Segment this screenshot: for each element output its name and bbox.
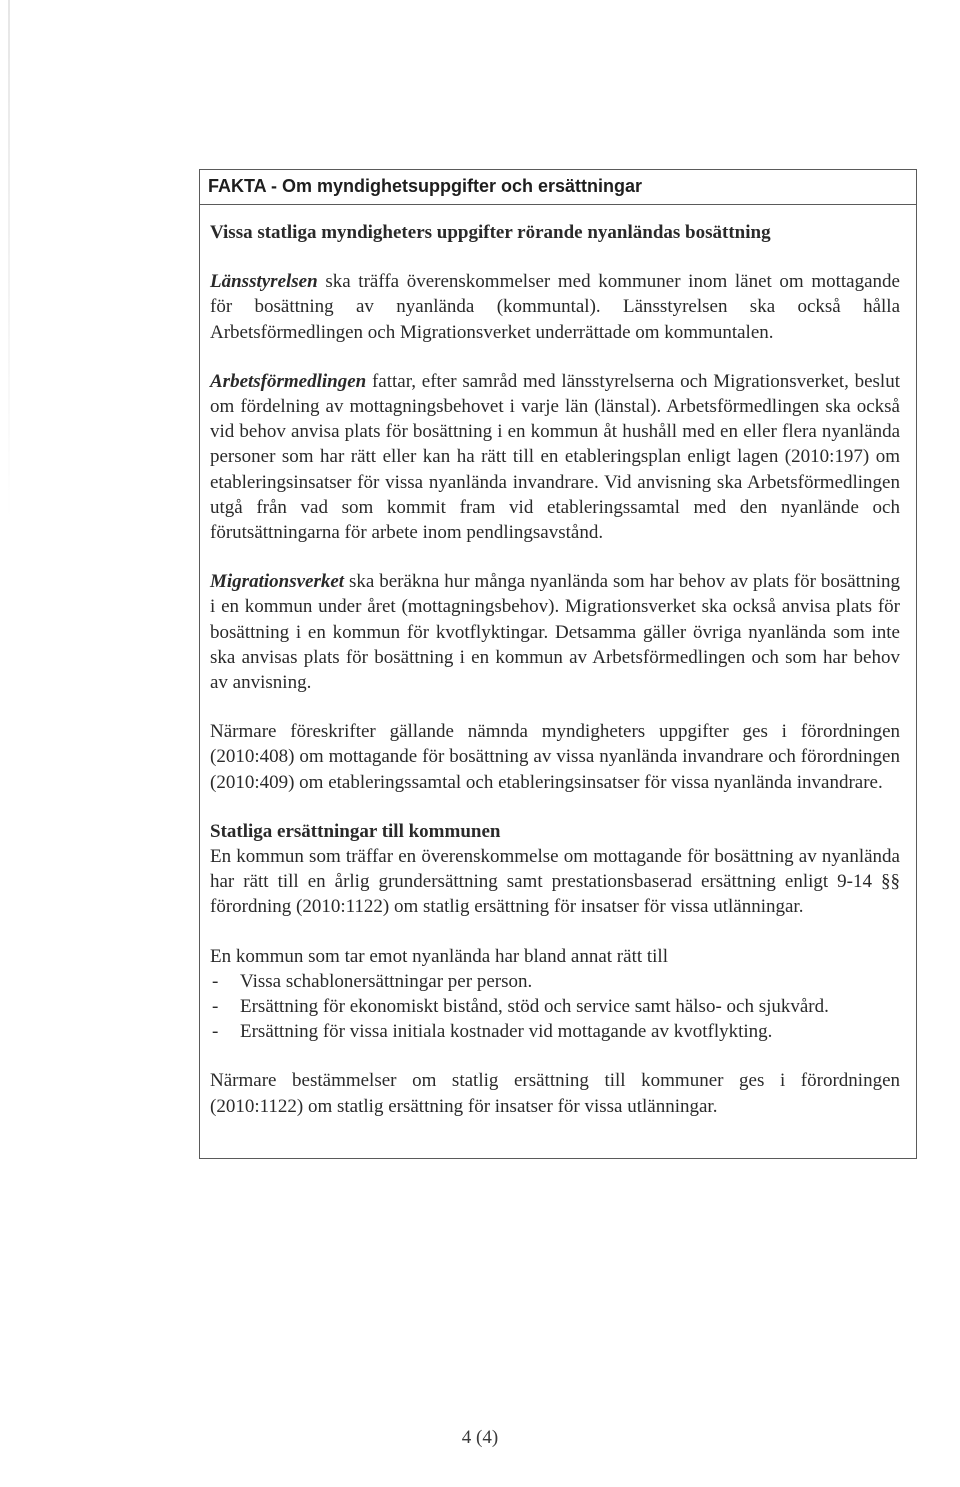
paragraph-text: ska träffa överenskommelser med kommuner inom länet om mottagande för bosättning av nyanlända (kommuntal). Länsstyrelsen ska också hålla Arbetsförmedlingen och Migrationsverket underrättade om kommuntalen. — [210, 271, 900, 343]
fact-box-header: FAKTA - Om myndighetsuppgifter och ersättningar — [200, 170, 916, 205]
paragraph-foreskrifter: Närmare föreskrifter gällande nämnda myndigheters uppgifter ges i förordningen (2010:408) om mottagande för bosättning av vissa nyanlända invandrare och förordningen (2010:409) om etableringssamtal och etableringsinsatser för vissa nyanlända invandrare. — [210, 721, 900, 793]
page-number: 4 (4) — [461, 1427, 499, 1448]
scan-edge-shadow — [8, 0, 10, 520]
list-item: - Ersättning för ekonomiskt bistånd, stöd och service samt hälso- och sjukvård. — [210, 994, 900, 1019]
paragraph-arbetsformedlingen — [210, 369, 900, 545]
paragraph-lansstyrelsen — [210, 269, 900, 345]
list-item: - Vissa schablonersättningar per person. — [210, 969, 900, 994]
lead-term-lansstyrelsen: Länsstyrelsen — [210, 271, 318, 293]
paragraph-text: ska beräkna hur många nyanlända som har behov av plats för bosättning i en kommun under året (mottagningsbehov). Migrationsverket ska också anvisa plats för bosättning i en kommun för kvotflyktingar. Detsamma gäller övriga nyanlända som inte ska anvisas plats för bosättning i en kommun av Arbetsförmedlingen och som har behov av anvisning. — [210, 571, 900, 694]
fact-box-content — [210, 220, 900, 1119]
lead-term-arbetsformedlingen: Arbetsförmedlingen — [210, 370, 367, 392]
section-title-ersattningar: Statliga ersättningar till kommunen — [210, 820, 501, 842]
paragraph-migrationsverket — [210, 569, 900, 695]
list-item: - Ersättning för vissa initiala kostnader vid mottagande av kvotflykting. — [210, 1019, 900, 1044]
paragraph-bestammelser: Närmare bestämmelser om statlig ersättning till kommuner ges i förordningen (2010:1122) om statlig ersättning för insatser för vissa utlänningar. — [210, 1070, 900, 1117]
paragraph-ratt-till-intro: En kommun som tar emot nyanlända har bland annat rätt till — [210, 945, 668, 967]
fact-subheading: Vissa statliga myndigheters uppgifter rörande nyanländas bosättning — [210, 222, 771, 243]
fact-box — [199, 169, 917, 1159]
paragraph-grundersattning: En kommun som träffar en överenskommelse om mottagande för bosättning av nyanlända har rätt till en årlig grundersättning samt prestationsbaserad ersättning enligt 9-14 §§ förordning (2010:1122) om statlig ersättning för insatser för vissa utlänningar. — [210, 846, 900, 918]
lead-term-migrationsverket: Migrationsverket — [210, 571, 345, 593]
compensation-list — [210, 969, 900, 1045]
paragraph-text: fattar, efter samråd med länsstyrelserna och Migrationsverket, beslut om fördelning av mottagningsbehovet i varje län (länstal). Arbetsförmedlingen ska också vid behov anvisa plats för bosättning i en kommun åt hushåll med en eller flera nyanlända personer som har rätt eller kan ha rätt till en etableringsplan enligt lagen (2010:197) om etableringsinsatser för vissa nyanlända invandrare. Vid anvisning ska Arbetsförmedlingen utgå från vad som kommit fram vid etableringssamtal med den nyanlände och förutsättningarna för arbete inom pendlingsavstånd. — [210, 370, 900, 544]
